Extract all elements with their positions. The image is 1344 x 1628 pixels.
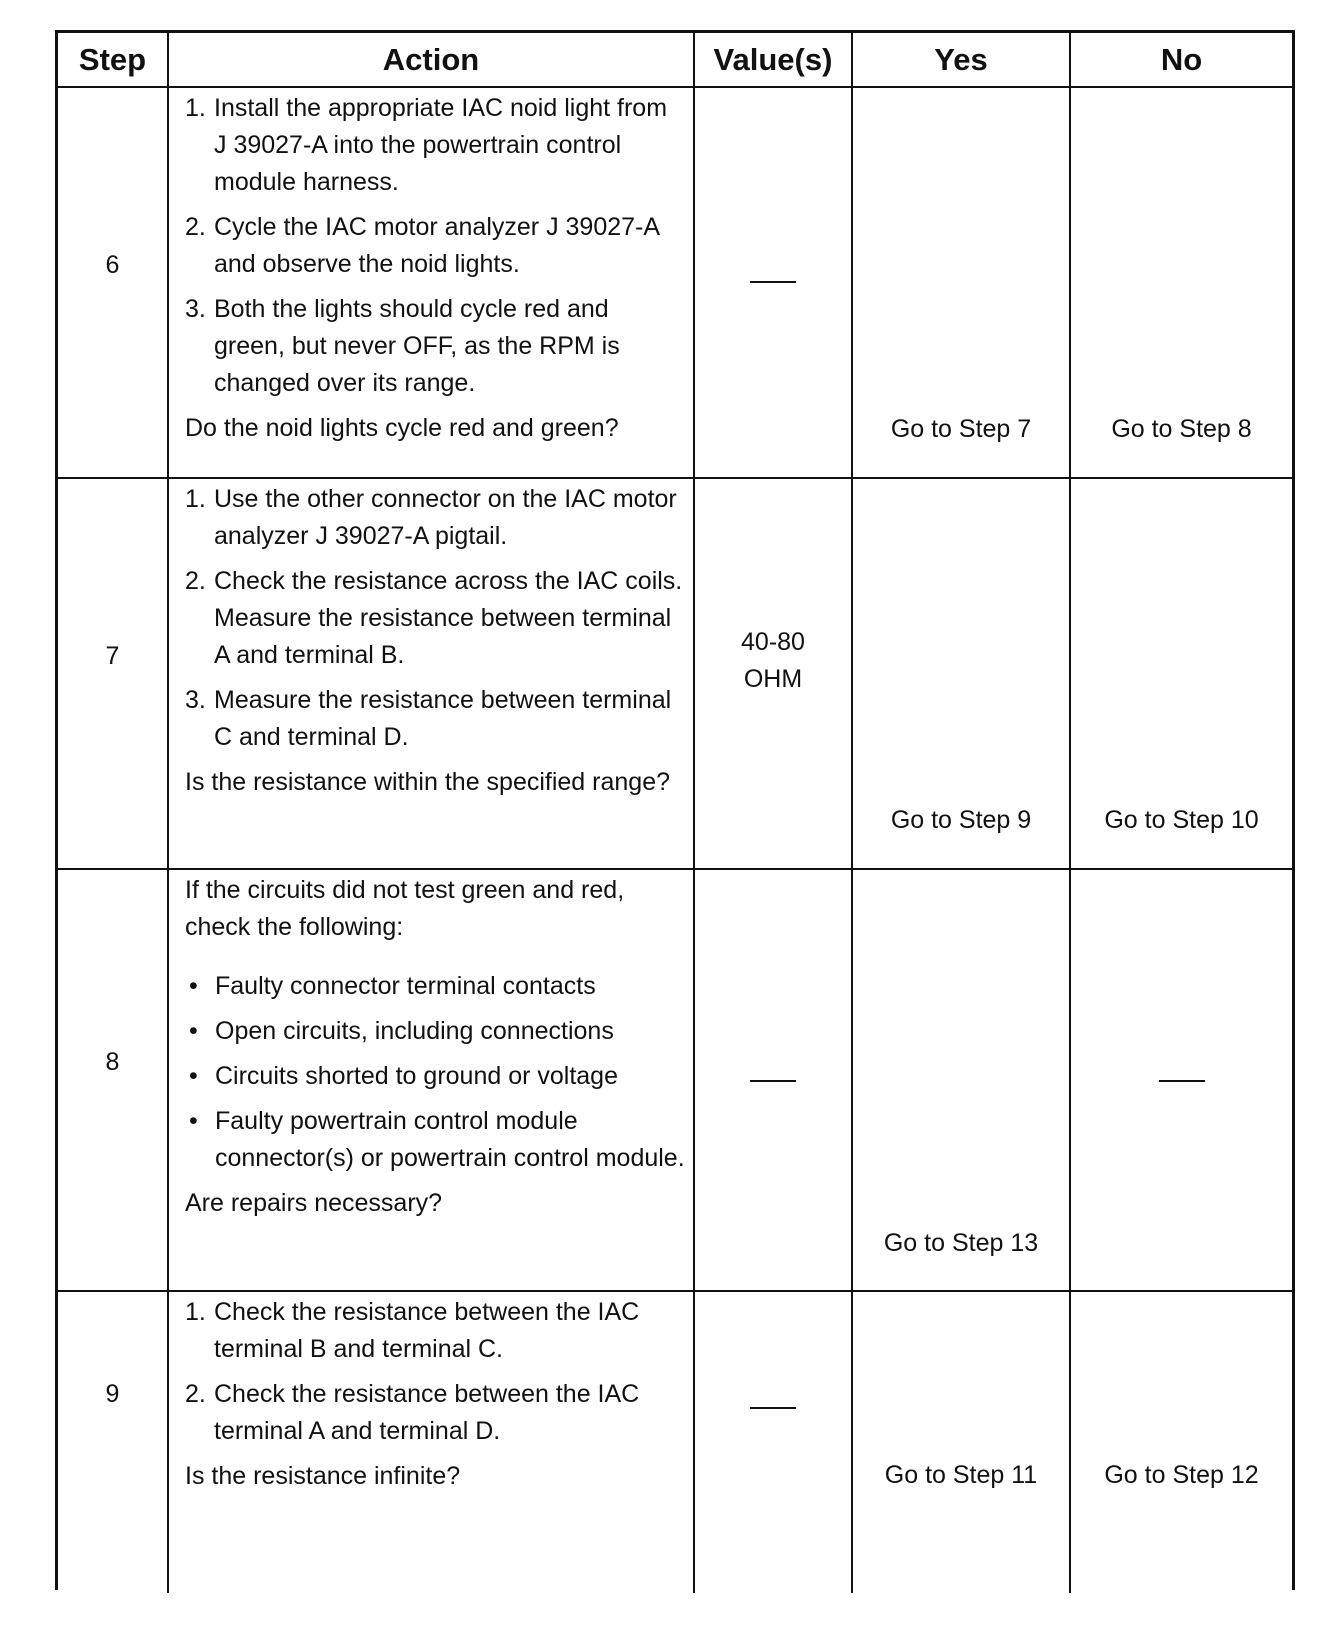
step-cell [58, 479, 169, 868]
yes-cell [853, 88, 1071, 477]
list-item: • Open circuits, including connections [189, 1017, 614, 1045]
step-cell [58, 88, 169, 477]
header-yes: Yes [853, 33, 1071, 86]
list-item: • Circuits shorted to ground or voltage [189, 1062, 618, 1090]
action-cell [169, 870, 695, 1290]
action-cell [169, 479, 695, 868]
list-item: 1. Install the appropriate IAC noid light from J 39027-A into the powertrain control module harness. [185, 94, 668, 196]
value-unit: OHM [743, 665, 803, 693]
action-cell [169, 1292, 695, 1593]
table-row-step-7 [58, 479, 1292, 870]
no-go-to: Go to Step 12 [1104, 1461, 1259, 1489]
yes-cell [853, 870, 1071, 1290]
list-item: 3. Measure the resistance between terminal C and terminal D. [185, 686, 672, 751]
yes-go-to: Go to Step 9 [890, 806, 1032, 834]
list-item: 2. Cycle the IAC motor analyzer J 39027-A and observe the noid lights. [185, 213, 659, 278]
value-cell [695, 88, 853, 477]
list-item: • Faulty powertrain control module connector(s) or powertrain control module. [189, 1107, 685, 1172]
value-cell [695, 1292, 853, 1593]
step-number: 6 [105, 251, 120, 279]
list-item: 3. Both the lights should cycle red and green, but never OFF, as the RPM is changed over its range. [185, 295, 620, 397]
value-dash [750, 1080, 796, 1082]
no-cell [1071, 870, 1292, 1290]
action-question: Are repairs necessary? [185, 1189, 443, 1217]
header-values: Value(s) [695, 33, 853, 86]
value-range: 40-80 [741, 628, 805, 656]
list-item: 1. Check the resistance between the IAC terminal B and terminal C. [185, 1298, 640, 1363]
no-cell [1071, 1292, 1292, 1593]
table-header-row [58, 33, 1292, 88]
action-intro: If the circuits did not test green and red, check the following: [185, 876, 625, 941]
no-cell [1071, 479, 1292, 868]
table-row-step-8 [58, 870, 1292, 1292]
value-dash [750, 1407, 796, 1409]
step-cell [58, 1292, 169, 1593]
header-action: Action [169, 33, 695, 86]
value-cell [695, 479, 853, 868]
yes-cell [853, 1292, 1071, 1593]
no-go-to: Go to Step 8 [1111, 415, 1252, 443]
header-no: No [1160, 41, 1203, 77]
step-number: 8 [105, 1048, 120, 1076]
header-step: Step [58, 33, 169, 86]
action-question: Is the resistance infinite? [185, 1462, 461, 1490]
value-cell [695, 870, 853, 1290]
yes-cell [853, 479, 1071, 868]
diagnostic-table [55, 30, 1295, 1590]
list-item: 2. Check the resistance between the IAC terminal A and terminal D. [185, 1380, 640, 1445]
list-item: 1. Use the other connector on the IAC motor analyzer J 39027-A pigtail. [185, 485, 677, 550]
yes-go-to: Go to Step 11 [884, 1461, 1038, 1489]
step-cell [58, 870, 169, 1290]
table-row-step-6 [58, 88, 1292, 479]
step-number: 9 [105, 1380, 120, 1408]
action-question: Is the resistance within the specified range? [185, 768, 670, 796]
no-dash [1159, 1080, 1205, 1082]
list-item: 2. Check the resistance across the IAC coils. Measure the resistance between terminal A and terminal B. [185, 567, 683, 669]
no-go-to: Go to Step 10 [1104, 806, 1259, 834]
no-cell [1071, 88, 1292, 477]
yes-go-to: Go to Step 7 [890, 415, 1032, 443]
yes-go-to: Go to Step 13 [883, 1229, 1039, 1257]
action-question: Do the noid lights cycle red and green? [185, 414, 619, 442]
table-row-step-9 [58, 1292, 1292, 1593]
action-cell [169, 88, 695, 477]
step-number: 7 [105, 642, 120, 670]
list-item: • Faulty connector terminal contacts [189, 972, 596, 1000]
value-dash [750, 281, 796, 283]
